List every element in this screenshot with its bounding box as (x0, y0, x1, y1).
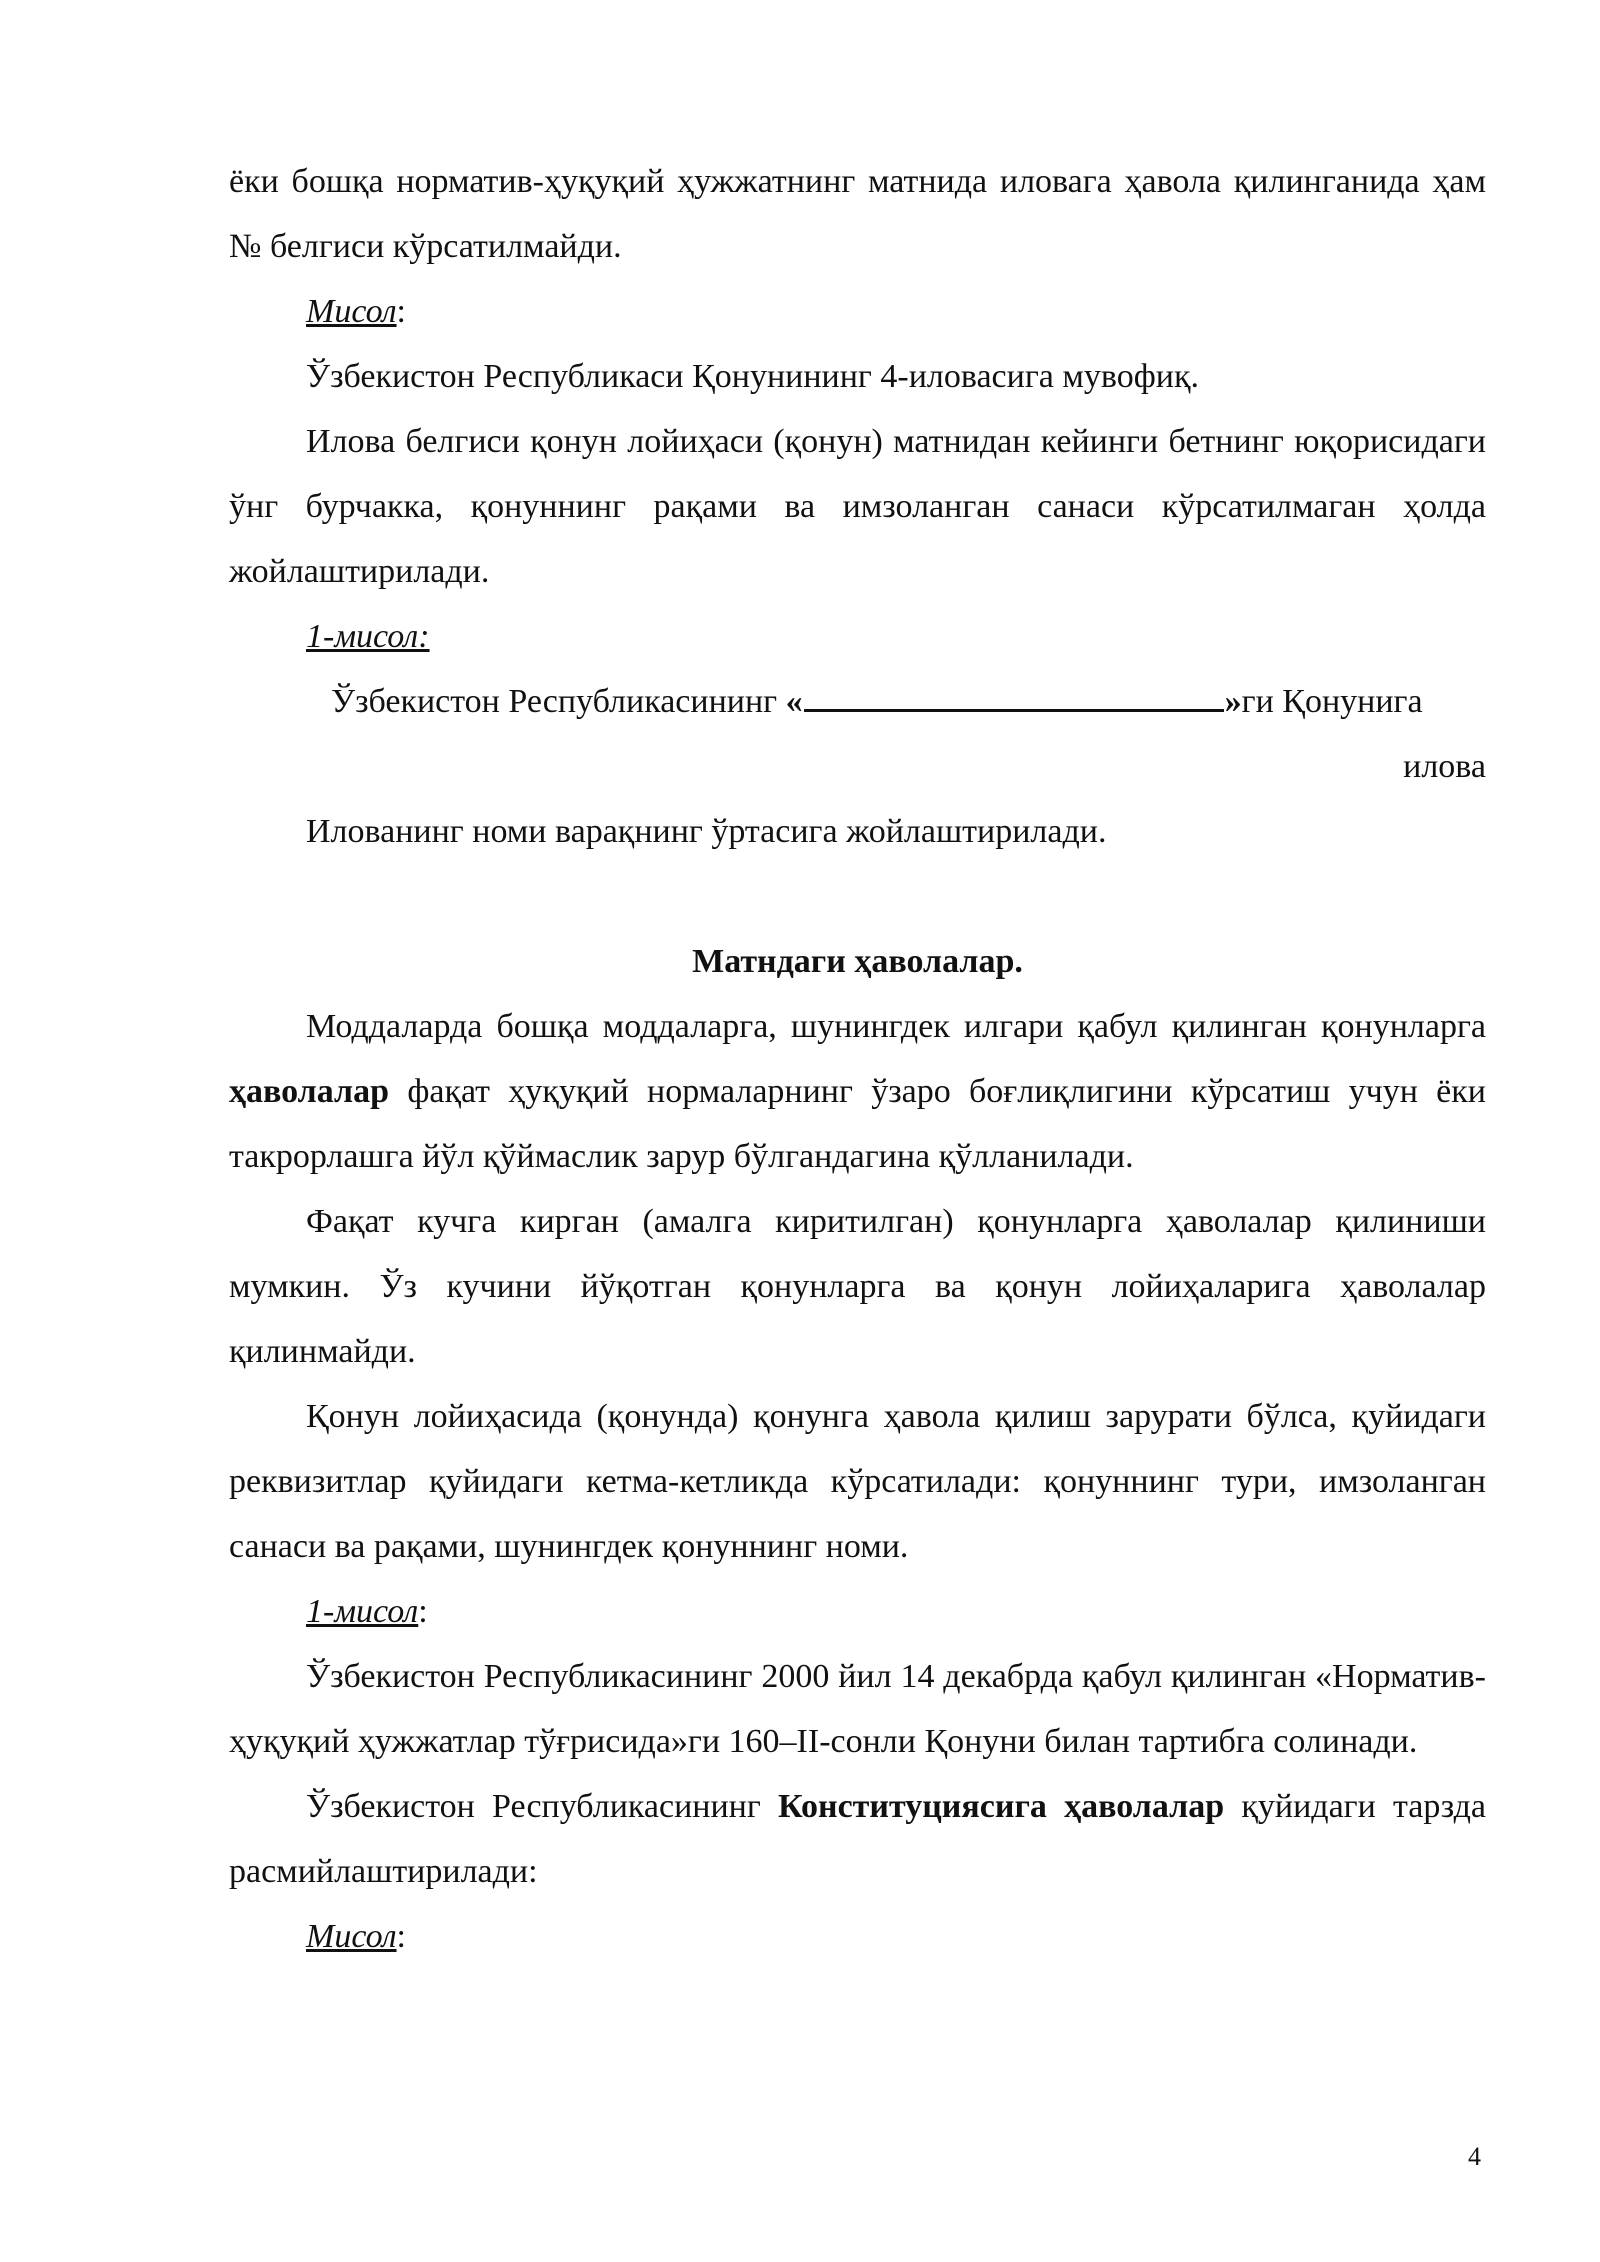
page-number: 4 (1468, 2142, 1481, 2171)
paragraph-constitution-references (229, 1774, 1486, 1904)
example-label-text: Мисол (306, 293, 397, 330)
constitution-part-2: қуйидаги тарзда расмийлаштирилади: (229, 1788, 1486, 1890)
paragraph-reference-requisites: Қонун лойиҳасида (қонунда) қонунга ҳавола қилиш зарурати бўлса, қуйидаги реквизитлар қуйидаги кетма-кетликда кўрсатилади: қонуннинг тури, имзоланган санаси ва рақами, шунингдек қонуннинг номи. (229, 1398, 1486, 1565)
paragraph-law-example: Ўзбекистон Республикасининг 2000 йил 14 декабрда қабул қилинган «Норматив-ҳуқуқий ҳужжатлар тўғрисида»ги 160–II-сонли Қонуни билан тартибга солинади. (229, 1658, 1486, 1760)
paragraph-annex-placement: Илова белгиси қонун лойиҳаси (қонун) матнидан кейинги бетнинг юқорисидаги ўнг бурчакка, қонуннинг рақами ва имзоланган санаси кўрсатилмаган ҳолда жойлаштирилади. (229, 423, 1486, 590)
references-usage-bold: ҳаволалар (229, 1073, 390, 1110)
example-label-colon: : (396, 293, 406, 330)
paragraph-valid-laws: Фақат кучга кирган (амалга киритилган) қонунларга ҳаволалар қилиниши мумкин. Ўз кучини йўқотган қонунларга ва қонун лойиҳаларига ҳаволалар қилинмайди. (229, 1203, 1486, 1370)
references-usage-part-2: фақат ҳуқуқий нормаларнинг ўзаро боғлиқлигини кўрсатиш учун ёки такрорлашга йўл қўймаслик зарур бўлгандагина қўлланилади. (229, 1073, 1486, 1175)
annex-example-line (229, 669, 1486, 734)
example-label-1-text: 1-мисол: (306, 618, 430, 655)
annex-example-annex-word: илова (1403, 748, 1486, 785)
example-label-2-colon: : (418, 1593, 428, 1630)
section-heading: Матндаги ҳаволалар. (692, 943, 1023, 980)
constitution-part-1: Ўзбекистон Республикасининг (306, 1788, 779, 1825)
paragraph-annex-title-placement: Илованинг номи варақнинг ўртасига жойлаштирилади. (306, 813, 1107, 850)
example-label-2-text: 1-мисол (306, 1593, 419, 1630)
annex-example-suffix: ги Қонунига (1241, 683, 1423, 720)
constitution-bold: Конституциясига ҳаволалар (778, 1788, 1225, 1825)
example-label-1 (229, 604, 1486, 669)
references-usage-part-1: Моддаларда бошқа моддаларга, шунингдек илгари қабул қилинган қонунларга (306, 1008, 1486, 1045)
example-label-2 (229, 1579, 1486, 1644)
example-label-3-text: Мисол (306, 1918, 397, 1955)
annex-example-blank-line (804, 679, 1224, 712)
paragraph-example-text: Ўзбекистон Республикаси Қонунининг 4-иловасига мувофиқ. (306, 358, 1199, 395)
spacer (229, 864, 1486, 929)
example-label-3-colon: : (396, 1918, 406, 1955)
annex-example-prefix: Ўзбекистон Республикасининг (331, 683, 786, 720)
annex-example-close-quote: » (1224, 683, 1242, 720)
paragraph-references-usage (229, 994, 1486, 1189)
example-label (229, 279, 1486, 344)
document-body (229, 149, 1486, 1969)
paragraph-annex-reference: ёки бошқа норматив-ҳуқуқий ҳужжатнинг матнида иловага ҳавола қилинганида ҳам № белгиси кўрсатилмайди. (229, 163, 1486, 265)
example-label-3 (229, 1904, 1486, 1969)
annex-example-open-quote: « (785, 683, 803, 720)
